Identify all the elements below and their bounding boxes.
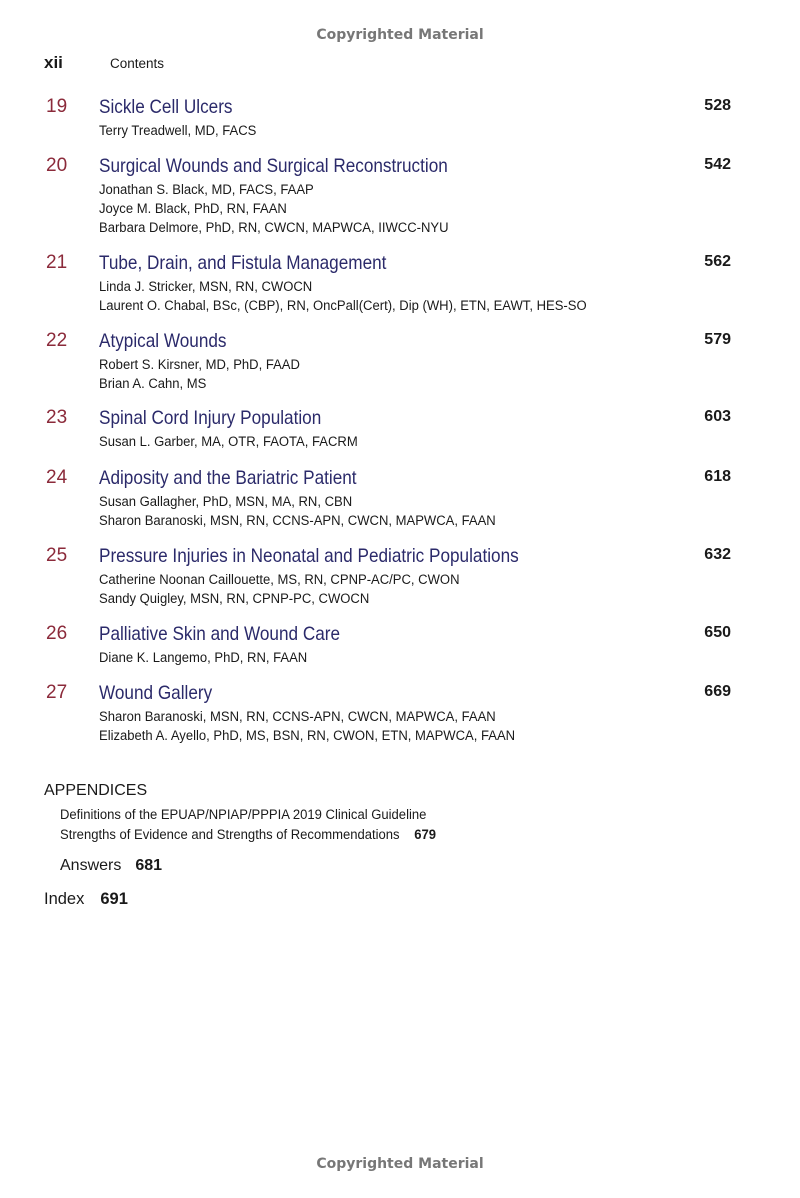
author-line: Laurent O. Chabal, BSc, (CBP), RN, OncPall(Cert), Dip (WH), ETN, EAWT, HES-SO — [99, 298, 587, 314]
watermark-top: Copyrighted Material — [316, 27, 484, 43]
chapter-title[interactable]: Tube, Drain, and Fistula Management — [99, 252, 387, 274]
chapter-page: 650 — [704, 624, 731, 641]
author-line: Sharon Baranoski, MSN, RN, CCNS-APN, CWCN, MAPWCA, FAAN — [99, 513, 496, 529]
author-line: Jonathan S. Black, MD, FACS, FAAP — [99, 182, 314, 198]
author-line: Robert S. Kirsner, MD, PhD, FAAD — [99, 357, 300, 373]
chapter-title[interactable]: Wound Gallery — [99, 682, 213, 704]
chapter-authors — [99, 356, 300, 394]
chapter-page: 542 — [704, 156, 731, 173]
chapter-number: 21 — [46, 252, 68, 273]
author-line: Linda J. Stricker, MSN, RN, CWOCN — [99, 279, 313, 295]
chapter-number: 20 — [46, 155, 68, 176]
chapter-authors — [99, 278, 587, 316]
chapter-page: 528 — [704, 97, 731, 114]
chapter-title[interactable]: Sickle Cell Ulcers — [99, 96, 233, 118]
chapter-title[interactable]: Surgical Wounds and Surgical Reconstruction — [99, 155, 448, 177]
chapter-authors — [99, 433, 358, 452]
chapter-page: 669 — [704, 683, 731, 700]
author-line: Sandy Quigley, MSN, RN, CPNP-PC, CWOCN — [99, 591, 370, 607]
chapter-page: 579 — [704, 331, 731, 348]
author-line: Elizabeth A. Ayello, PhD, MS, BSN, RN, CWON, ETN, MAPWCA, FAAN — [99, 728, 516, 744]
chapter-title[interactable]: Spinal Cord Injury Population — [99, 407, 322, 429]
chapter-authors — [99, 493, 496, 531]
running-title: Contents — [110, 56, 165, 71]
answers-label: Answers — [60, 857, 122, 874]
chapter-authors — [99, 122, 256, 141]
page-folio: xii — [44, 53, 63, 72]
author-line: Susan L. Garber, MA, OTR, FAOTA, FACRM — [99, 434, 358, 450]
answers-page: 681 — [135, 857, 163, 874]
chapter-number: 27 — [46, 682, 68, 703]
chapter-page: 562 — [704, 253, 731, 270]
author-line: Joyce M. Black, PhD, RN, FAAN — [99, 201, 287, 217]
author-line: Diane K. Langemo, PhD, RN, FAAN — [99, 650, 308, 666]
appendices-heading: APPENDICES — [44, 782, 148, 799]
author-line: Catherine Noonan Caillouette, MS, RN, CPNP-AC/PC, CWON — [99, 572, 460, 588]
author-line: Barbara Delmore, PhD, RN, CWCN, MAPWCA, IIWCC-NYU — [99, 220, 449, 236]
author-line: Susan Gallagher, PhD, MSN, MA, RN, CBN — [99, 494, 353, 510]
chapter-number: 23 — [46, 407, 68, 428]
chapter-number: 26 — [46, 623, 68, 644]
appendix-definitions-page: 679 — [414, 827, 437, 843]
chapter-authors — [99, 181, 449, 238]
author-line: Terry Treadwell, MD, FACS — [99, 123, 257, 139]
chapter-number: 22 — [46, 330, 68, 351]
chapter-authors — [99, 571, 460, 609]
index-entry[interactable] — [44, 890, 128, 909]
chapter-number: 25 — [46, 545, 68, 566]
chapter-authors — [99, 649, 307, 668]
appendix-definitions-line1[interactable]: Definitions of the EPUAP/NPIAP/PPPIA 2019 Clinical Guideline — [60, 807, 427, 823]
chapter-number: 19 — [46, 96, 68, 117]
watermark-bottom: Copyrighted Material — [316, 1156, 484, 1172]
chapter-title[interactable]: Pressure Injuries in Neonatal and Pediatric Populations — [99, 545, 519, 567]
author-line: Sharon Baranoski, MSN, RN, CCNS-APN, CWCN, MAPWCA, FAAN — [99, 709, 496, 725]
index-label: Index — [44, 890, 85, 908]
chapter-title[interactable]: Adiposity and the Bariatric Patient — [99, 467, 357, 489]
appendix-answers[interactable] — [60, 857, 162, 875]
chapter-title[interactable]: Palliative Skin and Wound Care — [99, 623, 341, 645]
chapter-page: 632 — [704, 546, 731, 563]
author-line: Brian A. Cahn, MS — [99, 376, 207, 392]
appendix-definitions-title: Strengths of Evidence and Strengths of Recommendations — [60, 827, 400, 843]
chapter-page: 618 — [704, 468, 731, 485]
chapter-number: 24 — [46, 467, 68, 488]
index-page: 691 — [100, 890, 128, 908]
appendix-definitions-line2[interactable] — [60, 826, 436, 846]
chapter-authors — [99, 708, 515, 746]
chapter-title[interactable]: Atypical Wounds — [99, 330, 227, 352]
chapter-page: 603 — [704, 408, 731, 425]
